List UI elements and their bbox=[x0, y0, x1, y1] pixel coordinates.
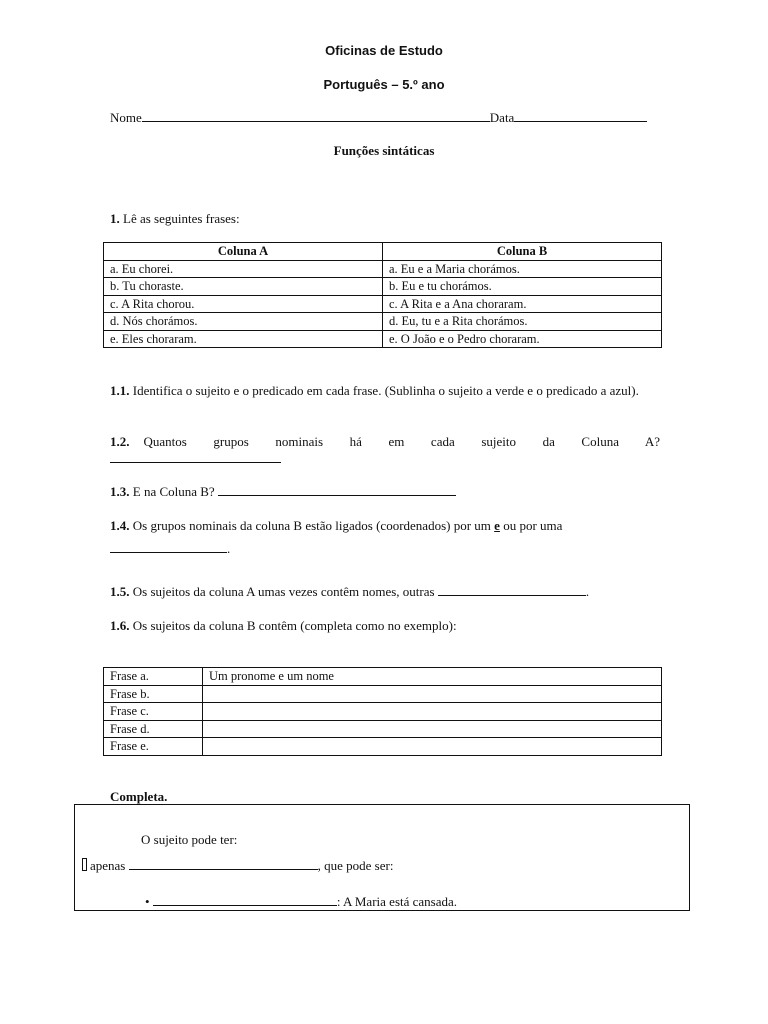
answer-line[interactable] bbox=[110, 450, 281, 463]
complete-text: : A Maria está cansada. bbox=[336, 894, 458, 909]
question-1-5 bbox=[110, 583, 660, 600]
question-line bbox=[110, 433, 660, 450]
column-a-header: Coluna A bbox=[104, 243, 383, 261]
answer-line[interactable] bbox=[110, 540, 227, 553]
topic-title: Funções sintáticas bbox=[333, 143, 435, 158]
table-cell: Frase c. bbox=[104, 703, 203, 721]
complete-heading: Completa. bbox=[110, 789, 168, 804]
bullet-icon: • bbox=[145, 894, 150, 909]
period: . bbox=[227, 541, 231, 556]
question-1-6 bbox=[110, 617, 660, 634]
table-cell: c. A Rita chorou. bbox=[104, 295, 383, 313]
answer-cell[interactable] bbox=[203, 738, 662, 756]
question-1-2 bbox=[110, 433, 660, 467]
table-row bbox=[104, 720, 662, 738]
table-row bbox=[104, 685, 662, 703]
date-label: Data bbox=[489, 110, 515, 125]
question-1-1 bbox=[110, 382, 660, 399]
question-1 bbox=[110, 210, 660, 227]
table-cell: e. O João e o Pedro choraram. bbox=[383, 330, 662, 348]
table-cell: a. Eu e a Maria chorámos. bbox=[383, 260, 662, 278]
answer-line[interactable] bbox=[438, 583, 586, 596]
box-bullet-icon bbox=[82, 858, 87, 871]
question-number: 1. bbox=[110, 211, 120, 226]
name-field[interactable] bbox=[142, 109, 490, 122]
answer-cell[interactable] bbox=[203, 685, 662, 703]
question-text: Os sujeitos da coluna B contêm (completa como no exemplo): bbox=[132, 618, 457, 633]
answer-cell[interactable] bbox=[203, 703, 662, 721]
answer-row bbox=[110, 540, 660, 557]
question-text: ou por uma bbox=[503, 518, 563, 533]
column-b-header: Coluna B bbox=[383, 243, 662, 261]
table-cell: Um pronome e um nome bbox=[203, 668, 662, 686]
question-1-4 bbox=[110, 517, 660, 557]
table-cell: Frase e. bbox=[104, 738, 203, 756]
name-label: Nome bbox=[110, 110, 142, 125]
emphasis-word: e bbox=[494, 518, 500, 533]
date-field[interactable] bbox=[514, 109, 647, 122]
question-1-3 bbox=[110, 483, 660, 500]
question-number: 1.3. bbox=[110, 484, 130, 499]
question-text: Os sujeitos da coluna A umas vezes contêm nomes, outras bbox=[132, 584, 435, 599]
school-title: Oficinas de Estudo bbox=[325, 43, 443, 58]
question-number: 1.4. bbox=[110, 518, 130, 533]
complete-line-1: O sujeito pode ter: bbox=[141, 832, 238, 847]
course-title: Português – 5.º ano bbox=[323, 77, 445, 92]
question-number: 1.1. bbox=[110, 383, 130, 398]
table-header-row bbox=[104, 243, 662, 261]
table-cell: Frase d. bbox=[104, 720, 203, 738]
answer-line[interactable] bbox=[129, 857, 318, 870]
complete-line-3 bbox=[145, 893, 457, 910]
question-text: Identifica o sujeito e o predicado em cada frase. (Sublinha o sujeito a verde e o predicado a azul). bbox=[132, 383, 639, 398]
table-row bbox=[104, 260, 662, 278]
question-number: 1.2. bbox=[110, 434, 130, 449]
table-row bbox=[104, 703, 662, 721]
answer-cell[interactable] bbox=[203, 720, 662, 738]
question-line bbox=[110, 517, 660, 534]
table-cell: Frase b. bbox=[104, 685, 203, 703]
sentences-table bbox=[103, 242, 662, 348]
question-text: Os grupos nominais da coluna B estão ligados (coordenados) por um bbox=[132, 518, 491, 533]
table-cell: b. Tu choraste. bbox=[104, 278, 383, 296]
complete-line-2 bbox=[82, 857, 393, 874]
table-row bbox=[104, 738, 662, 756]
table-cell: Frase a. bbox=[104, 668, 203, 686]
question-text: Quantos grupos nominais há em cada sujeito da Coluna A? bbox=[143, 434, 660, 449]
complete-text: apenas bbox=[90, 858, 126, 873]
answer-line[interactable] bbox=[153, 893, 337, 906]
name-date-row bbox=[110, 109, 660, 126]
table-row bbox=[104, 330, 662, 348]
table-row bbox=[104, 668, 662, 686]
subject-content-table bbox=[103, 667, 662, 756]
question-text: E na Coluna B? bbox=[132, 484, 215, 499]
table-cell: d. Nós chorámos. bbox=[104, 313, 383, 331]
question-number: 1.6. bbox=[110, 618, 130, 633]
table-cell: b. Eu e tu chorámos. bbox=[383, 278, 662, 296]
period: . bbox=[585, 584, 590, 599]
table-row bbox=[104, 278, 662, 296]
table-row bbox=[104, 295, 662, 313]
complete-text: , que pode ser: bbox=[317, 858, 394, 873]
question-number: 1.5. bbox=[110, 584, 130, 599]
answer-line[interactable] bbox=[218, 483, 456, 496]
table-row bbox=[104, 313, 662, 331]
complete-box bbox=[74, 804, 690, 911]
table-cell: a. Eu chorei. bbox=[104, 260, 383, 278]
question-text: Lê as seguintes frases: bbox=[123, 211, 240, 226]
table-cell: d. Eu, tu e a Rita chorámos. bbox=[383, 313, 662, 331]
table-cell: c. A Rita e a Ana choraram. bbox=[383, 295, 662, 313]
table-cell: e. Eles choraram. bbox=[104, 330, 383, 348]
